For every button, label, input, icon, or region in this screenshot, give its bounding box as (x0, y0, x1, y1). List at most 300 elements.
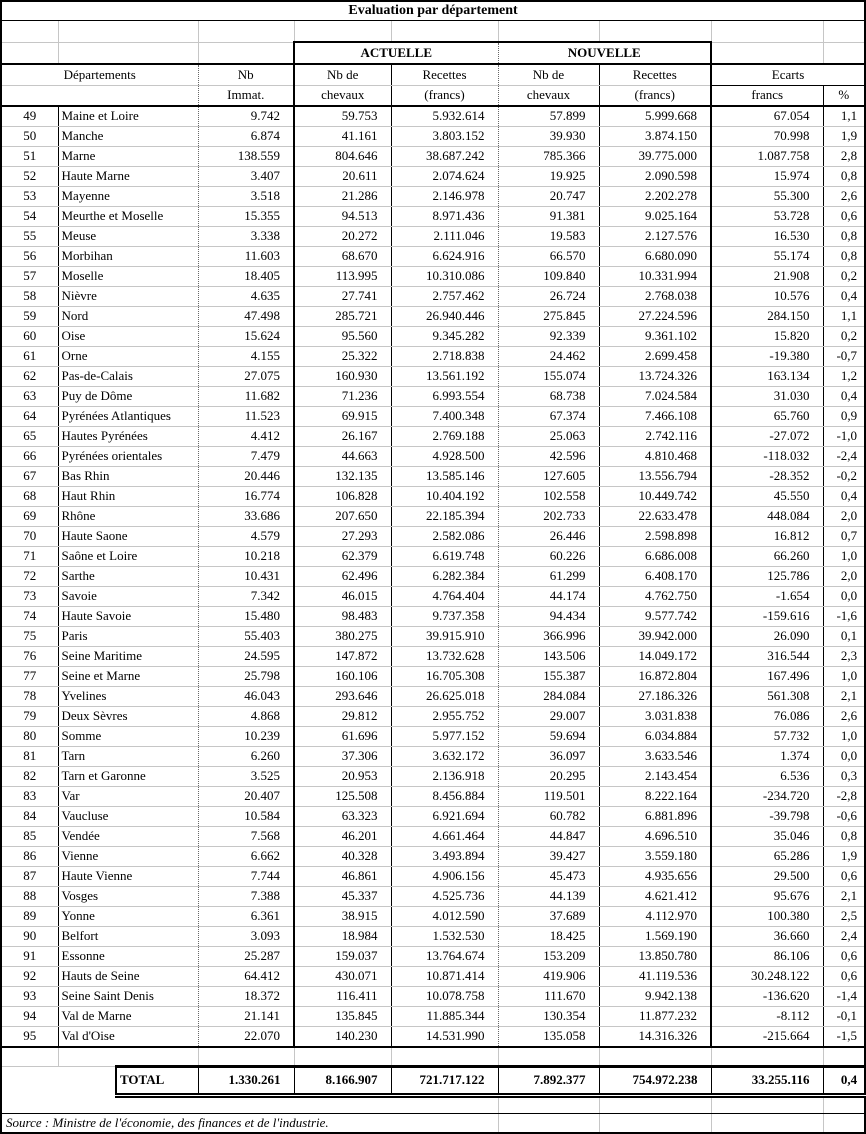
ecart-percent-cell: 1,9 (823, 127, 865, 147)
dept-name-cell: Val d'Oise (58, 1027, 198, 1048)
dept-code-cell: 81 (1, 747, 58, 767)
dept-code-cell: 65 (1, 427, 58, 447)
total-ecart-percent: 0,4 (823, 1067, 865, 1096)
actuelle-recettes-cell: 1.532.530 (391, 927, 498, 947)
nouvelle-chevaux-cell: 68.738 (498, 387, 599, 407)
dept-code-cell: 62 (1, 367, 58, 387)
immat-cell: 20.407 (198, 787, 294, 807)
nouvelle-recettes-cell: 39.942.000 (599, 627, 711, 647)
table-row (1, 767, 865, 787)
nouvelle-recettes-cell: 3.633.546 (599, 747, 711, 767)
dept-name-cell: Hautes Pyrénées (58, 427, 198, 447)
dept-name-cell: Essonne (58, 947, 198, 967)
dept-name-cell: Meuse (58, 227, 198, 247)
actuelle-chevaux-cell: 44.663 (294, 447, 391, 467)
nouvelle-chevaux-cell: 155.074 (498, 367, 599, 387)
nouvelle-recettes-cell: 2.598.898 (599, 527, 711, 547)
actuelle-recettes-cell: 14.531.990 (391, 1027, 498, 1048)
actuelle-recettes-cell: 4.906.156 (391, 867, 498, 887)
nouvelle-recettes-cell: 13.724.326 (599, 367, 711, 387)
actuelle-recettes-cell: 2.582.086 (391, 527, 498, 547)
actuelle-recettes-cell: 13.585.146 (391, 467, 498, 487)
ecarts-header: Ecarts (711, 64, 865, 86)
table-row (1, 627, 865, 647)
nouvelle-chevaux-cell: 57.899 (498, 106, 599, 127)
table-row (1, 1007, 865, 1027)
spacer-cell (198, 21, 294, 43)
ecart-francs-cell: 65.760 (711, 407, 823, 427)
dept-name-cell: Vendée (58, 827, 198, 847)
page-title: Evaluation par département (1, 1, 865, 21)
table-row (1, 167, 865, 187)
dept-code-cell: 92 (1, 967, 58, 987)
nouvelle-chevaux-cell: 155.387 (498, 667, 599, 687)
table-row (1, 487, 865, 507)
dept-code-cell: 84 (1, 807, 58, 827)
dept-code-cell: 51 (1, 147, 58, 167)
actuelle-recettes-cell: 4.928.500 (391, 447, 498, 467)
ecart-percent-cell: 0,4 (823, 387, 865, 407)
immat-cell: 10.218 (198, 547, 294, 567)
nouvelle-chevaux-cell: 20.747 (498, 187, 599, 207)
nouvelle-chevaux-cell: 44.174 (498, 587, 599, 607)
immat-header: Immat. (198, 86, 294, 107)
dept-name-cell: Meurthe et Moselle (58, 207, 198, 227)
immat-cell: 6.260 (198, 747, 294, 767)
actuelle-recettes-cell: 3.632.172 (391, 747, 498, 767)
spacer-cell (823, 1114, 865, 1134)
dept-code-cell: 69 (1, 507, 58, 527)
dept-code-cell: 56 (1, 247, 58, 267)
ecart-percent-cell: -1,5 (823, 1027, 865, 1048)
dept-name-cell: Vaucluse (58, 807, 198, 827)
table-row (1, 787, 865, 807)
table-row (1, 387, 865, 407)
ecart-percent-cell: -0,6 (823, 807, 865, 827)
nouvelle-chevaux-cell: 102.558 (498, 487, 599, 507)
immat-cell: 25.798 (198, 667, 294, 687)
nouvelle-chevaux-cell: 111.670 (498, 987, 599, 1007)
ecart-francs-cell: 30.248.122 (711, 967, 823, 987)
dept-name-cell: Somme (58, 727, 198, 747)
spacer-cell (599, 1047, 711, 1067)
nouvelle-recettes-cell: 10.331.994 (599, 267, 711, 287)
nouvelle-chevaux-cell: 275.845 (498, 307, 599, 327)
nouvelle-chevaux-cell: 37.689 (498, 907, 599, 927)
dept-name-cell: Hauts de Seine (58, 967, 198, 987)
nouvelle-chevaux-cell: 24.462 (498, 347, 599, 367)
actuelle-chevaux-cell: 25.322 (294, 347, 391, 367)
ecart-francs-cell: -118.032 (711, 447, 823, 467)
immat-cell: 11.603 (198, 247, 294, 267)
table-row (1, 247, 865, 267)
dept-code-cell: 63 (1, 387, 58, 407)
actuelle-chevaux-cell: 69.915 (294, 407, 391, 427)
table-row (1, 907, 865, 927)
dept-code-cell: 83 (1, 787, 58, 807)
immat-cell: 46.043 (198, 687, 294, 707)
spacer-cell (498, 1047, 599, 1067)
actuelle-chevaux-cell: 94.513 (294, 207, 391, 227)
dept-name-cell: Orne (58, 347, 198, 367)
ecart-percent-cell: 0,9 (823, 407, 865, 427)
immat-cell: 3.338 (198, 227, 294, 247)
actuelle-recettes-cell: 39.915.910 (391, 627, 498, 647)
actuelle-chevaux-cell: 38.915 (294, 907, 391, 927)
ecart-percent-cell: 0,6 (823, 867, 865, 887)
table-row (1, 1027, 865, 1048)
actuelle-recettes-cell: 8.971.436 (391, 207, 498, 227)
actuelle-recettes-cell: 26.940.446 (391, 307, 498, 327)
dept-code-cell: 54 (1, 207, 58, 227)
actuelle-recettes-cell: 6.624.916 (391, 247, 498, 267)
dept-code-cell: 57 (1, 267, 58, 287)
table-row (1, 947, 865, 967)
actuelle-chevaux-cell: 160.106 (294, 667, 391, 687)
table-row (1, 847, 865, 867)
immat-cell: 21.141 (198, 1007, 294, 1027)
immat-cell: 25.287 (198, 947, 294, 967)
actuelle-chevaux-cell: 61.696 (294, 727, 391, 747)
actuelle-recettes-cell: 6.993.554 (391, 387, 498, 407)
ecart-francs-cell: -234.720 (711, 787, 823, 807)
ecart-francs-cell: 57.732 (711, 727, 823, 747)
ecart-percent-cell: -1,6 (823, 607, 865, 627)
immat-cell: 18.372 (198, 987, 294, 1007)
actuelle-recettes-cell: 2.074.624 (391, 167, 498, 187)
immat-cell: 7.342 (198, 587, 294, 607)
ecarts-percent-subheader: % (823, 86, 865, 107)
nouvelle-chevaux-cell: 143.506 (498, 647, 599, 667)
immat-cell: 3.525 (198, 767, 294, 787)
dept-name-cell: Maine et Loire (58, 106, 198, 127)
nouvelle-chevaux-cell: 284.084 (498, 687, 599, 707)
nouvelle-chevaux-cell: 130.354 (498, 1007, 599, 1027)
immat-cell: 10.584 (198, 807, 294, 827)
ecart-percent-cell: 0,0 (823, 587, 865, 607)
immat-cell: 64.412 (198, 967, 294, 987)
nouvelle-chevaux-subheader: chevaux (498, 86, 599, 107)
dept-code-cell: 53 (1, 187, 58, 207)
table-row (1, 267, 865, 287)
dept-code-cell: 58 (1, 287, 58, 307)
dept-name-cell: Pyrénées orientales (58, 447, 198, 467)
dept-code-cell: 93 (1, 987, 58, 1007)
actuelle-recettes-cell: 2.146.978 (391, 187, 498, 207)
spacer-cell (58, 21, 116, 43)
dept-name-cell: Rhône (58, 507, 198, 527)
actuelle-chevaux-cell: 37.306 (294, 747, 391, 767)
nouvelle-recettes-cell: 9.025.164 (599, 207, 711, 227)
actuelle-chevaux-subheader: chevaux (294, 86, 391, 107)
nouvelle-chevaux-cell: 202.733 (498, 507, 599, 527)
ecart-percent-cell: -0,2 (823, 467, 865, 487)
table-row (1, 367, 865, 387)
total-nouvelle-recettes: 754.972.238 (599, 1067, 711, 1096)
spacer-cell (58, 42, 116, 64)
actuelle-chevaux-cell: 160.930 (294, 367, 391, 387)
dept-name-cell: Deux Sèvres (58, 707, 198, 727)
dept-code-cell: 88 (1, 887, 58, 907)
immat-cell: 15.355 (198, 207, 294, 227)
table-row (1, 307, 865, 327)
actuelle-recettes-cell: 2.111.046 (391, 227, 498, 247)
dept-code-cell: 70 (1, 527, 58, 547)
actuelle-recettes-header: Recettes (391, 64, 498, 86)
nouvelle-chevaux-cell: 44.139 (498, 887, 599, 907)
immat-cell: 24.595 (198, 647, 294, 667)
total-ecart-francs: 33.255.116 (711, 1067, 823, 1096)
table-row (1, 607, 865, 627)
ecart-francs-cell: -136.620 (711, 987, 823, 1007)
table-row (1, 527, 865, 547)
spacer-cell (391, 1047, 498, 1067)
ecart-francs-cell: 36.660 (711, 927, 823, 947)
table-row (1, 127, 865, 147)
dept-code-cell: 78 (1, 687, 58, 707)
table-row (1, 227, 865, 247)
actuelle-recettes-cell: 2.136.918 (391, 767, 498, 787)
actuelle-recettes-cell: 3.803.152 (391, 127, 498, 147)
dept-name-cell: Haut Rhin (58, 487, 198, 507)
dept-name-cell: Savoie (58, 587, 198, 607)
table-row (1, 467, 865, 487)
immat-cell: 11.682 (198, 387, 294, 407)
ecart-percent-cell: 2,6 (823, 187, 865, 207)
spacer-cell (711, 1096, 823, 1114)
ecart-francs-cell: 31.030 (711, 387, 823, 407)
table-row (1, 967, 865, 987)
table-row (1, 647, 865, 667)
actuelle-chevaux-cell: 159.037 (294, 947, 391, 967)
nouvelle-recettes-cell: 14.049.172 (599, 647, 711, 667)
nouvelle-recettes-cell: 39.775.000 (599, 147, 711, 167)
ecart-percent-cell: 1,9 (823, 847, 865, 867)
immat-cell: 4.412 (198, 427, 294, 447)
actuelle-chevaux-cell: 106.828 (294, 487, 391, 507)
dept-code-cell: 71 (1, 547, 58, 567)
ecart-francs-cell: 55.300 (711, 187, 823, 207)
ecart-francs-cell: 16.812 (711, 527, 823, 547)
spacer-cell (823, 1047, 865, 1067)
table-row (1, 827, 865, 847)
actuelle-chevaux-cell: 20.272 (294, 227, 391, 247)
dept-code-cell: 50 (1, 127, 58, 147)
ecart-francs-cell: 15.820 (711, 327, 823, 347)
nouvelle-recettes-cell: 2.742.116 (599, 427, 711, 447)
actuelle-chevaux-cell: 59.753 (294, 106, 391, 127)
ecart-percent-cell: 0,6 (823, 207, 865, 227)
ecart-percent-cell: 0,8 (823, 227, 865, 247)
nouvelle-chevaux-cell: 19.925 (498, 167, 599, 187)
nouvelle-recettes-cell: 1.569.190 (599, 927, 711, 947)
ecart-francs-cell: 10.576 (711, 287, 823, 307)
immat-cell: 138.559 (198, 147, 294, 167)
nouvelle-chevaux-cell: 109.840 (498, 267, 599, 287)
dept-name-cell: Nord (58, 307, 198, 327)
dept-code-cell: 80 (1, 727, 58, 747)
ecart-percent-cell: 1,0 (823, 667, 865, 687)
nouvelle-recettes-cell: 10.449.742 (599, 487, 711, 507)
ecart-francs-cell: 15.974 (711, 167, 823, 187)
ecart-percent-cell: 0,6 (823, 947, 865, 967)
nouvelle-chevaux-cell: 61.299 (498, 567, 599, 587)
ecart-percent-cell: 2,6 (823, 707, 865, 727)
table-row (1, 207, 865, 227)
dept-code-cell: 73 (1, 587, 58, 607)
actuelle-chevaux-cell: 46.201 (294, 827, 391, 847)
actuelle-recettes-cell: 10.871.414 (391, 967, 498, 987)
table-header (1, 1, 865, 106)
actuelle-recettes-cell: 2.955.752 (391, 707, 498, 727)
dept-name-cell: Vosges (58, 887, 198, 907)
dept-code-cell: 66 (1, 447, 58, 467)
spacer-cell (599, 21, 711, 43)
nouvelle-recettes-cell: 6.408.170 (599, 567, 711, 587)
nouvelle-chevaux-cell: 67.374 (498, 407, 599, 427)
actuelle-recettes-cell: 10.404.192 (391, 487, 498, 507)
ecart-percent-cell: 0,7 (823, 527, 865, 547)
immat-cell: 18.405 (198, 267, 294, 287)
spacer-cell (1, 86, 198, 107)
dept-code-cell: 72 (1, 567, 58, 587)
actuelle-chevaux-cell: 20.611 (294, 167, 391, 187)
nouvelle-recettes-cell: 2.127.576 (599, 227, 711, 247)
dept-code-cell: 49 (1, 106, 58, 127)
nouvelle-recettes-cell: 2.202.278 (599, 187, 711, 207)
spacer-cell (711, 42, 823, 64)
actuelle-recettes-cell: 4.012.590 (391, 907, 498, 927)
table-row (1, 667, 865, 687)
nouvelle-recettes-cell: 3.031.838 (599, 707, 711, 727)
ecart-percent-cell: 2,3 (823, 647, 865, 667)
ecart-percent-cell: 1,0 (823, 727, 865, 747)
ecart-francs-cell: 448.084 (711, 507, 823, 527)
spacer-cell (711, 21, 823, 43)
actuelle-chevaux-cell: 135.845 (294, 1007, 391, 1027)
spacer-row (1, 1096, 865, 1114)
actuelle-recettes-cell: 9.737.358 (391, 607, 498, 627)
actuelle-chevaux-cell: 125.508 (294, 787, 391, 807)
dept-name-cell: Haute Vienne (58, 867, 198, 887)
actuelle-chevaux-cell: 113.995 (294, 267, 391, 287)
table-row (1, 447, 865, 467)
ecart-percent-cell: 1,1 (823, 307, 865, 327)
immat-cell: 4.579 (198, 527, 294, 547)
immat-cell: 4.155 (198, 347, 294, 367)
actuelle-recettes-cell: 16.705.308 (391, 667, 498, 687)
table-row (1, 347, 865, 367)
dept-code-cell: 89 (1, 907, 58, 927)
total-nouvelle-chevaux: 7.892.377 (498, 1067, 599, 1096)
actuelle-chevaux-cell: 18.984 (294, 927, 391, 947)
ecart-francs-cell: 67.054 (711, 106, 823, 127)
actuelle-recettes-cell: 8.456.884 (391, 787, 498, 807)
spacer-row (1, 1047, 865, 1067)
actuelle-recettes-cell: 2.757.462 (391, 287, 498, 307)
actuelle-recettes-cell: 5.977.152 (391, 727, 498, 747)
nouvelle-chevaux-cell: 135.058 (498, 1027, 599, 1048)
dept-code-cell: 79 (1, 707, 58, 727)
nouvelle-recettes-cell: 9.577.742 (599, 607, 711, 627)
nouvelle-recettes-cell: 4.112.970 (599, 907, 711, 927)
ecart-francs-cell: 35.046 (711, 827, 823, 847)
actuelle-chevaux-cell: 293.646 (294, 687, 391, 707)
actuelle-recettes-cell: 6.619.748 (391, 547, 498, 567)
ecart-percent-cell: 0,0 (823, 747, 865, 767)
ecart-francs-cell: 29.500 (711, 867, 823, 887)
ecart-francs-cell: 65.286 (711, 847, 823, 867)
actuelle-chevaux-cell: 62.496 (294, 567, 391, 587)
nouvelle-recettes-cell: 27.186.326 (599, 687, 711, 707)
departements-header: Départements (1, 64, 198, 86)
spacer-cell (823, 21, 865, 43)
spacer-cell (823, 1096, 865, 1114)
table-row (1, 507, 865, 527)
dept-name-cell: Yonne (58, 907, 198, 927)
ecart-francs-cell: -27.072 (711, 427, 823, 447)
actuelle-chevaux-cell: 380.275 (294, 627, 391, 647)
dept-code-cell: 61 (1, 347, 58, 367)
immat-cell: 4.635 (198, 287, 294, 307)
spacer-cell (1, 1096, 498, 1114)
ecart-percent-cell: 2,5 (823, 907, 865, 927)
nouvelle-recettes-cell: 6.881.896 (599, 807, 711, 827)
spacer-cell (391, 21, 498, 43)
dept-code-cell: 90 (1, 927, 58, 947)
nouvelle-recettes-cell: 4.696.510 (599, 827, 711, 847)
ecart-percent-cell: 2,1 (823, 687, 865, 707)
dept-name-cell: Belfort (58, 927, 198, 947)
actuelle-recettes-cell: 9.345.282 (391, 327, 498, 347)
ecart-percent-cell: 2,0 (823, 507, 865, 527)
dept-name-cell: Pyrénées Atlantiques (58, 407, 198, 427)
table-row (1, 567, 865, 587)
ecart-percent-cell: 2,0 (823, 567, 865, 587)
nouvelle-chevaux-cell: 94.434 (498, 607, 599, 627)
nouvelle-recettes-cell: 2.143.454 (599, 767, 711, 787)
immat-cell: 9.742 (198, 106, 294, 127)
table-row (1, 147, 865, 167)
actuelle-recettes-cell: 3.493.894 (391, 847, 498, 867)
title-row (1, 1, 865, 21)
ecart-percent-cell: 1,1 (823, 106, 865, 127)
ecart-percent-cell: -1,0 (823, 427, 865, 447)
source-row (1, 1114, 865, 1134)
ecart-francs-cell: -1.654 (711, 587, 823, 607)
dept-name-cell: Tarn et Garonne (58, 767, 198, 787)
spacer-cell (711, 1047, 823, 1067)
dept-name-cell: Puy de Dôme (58, 387, 198, 407)
dept-name-cell: Bas Rhin (58, 467, 198, 487)
nouvelle-chevaux-cell: 18.425 (498, 927, 599, 947)
table-row (1, 727, 865, 747)
ecart-percent-cell: 1,2 (823, 367, 865, 387)
immat-cell: 15.624 (198, 327, 294, 347)
immat-cell: 3.093 (198, 927, 294, 947)
nouvelle-recettes-cell: 4.935.656 (599, 867, 711, 887)
dept-code-cell: 67 (1, 467, 58, 487)
immat-cell: 7.568 (198, 827, 294, 847)
actuelle-chevaux-cell: 147.872 (294, 647, 391, 667)
source-note: Source : Ministre de l'économie, des finances et de l'industrie. (6, 1114, 329, 1130)
immat-cell: 11.523 (198, 407, 294, 427)
immat-cell: 15.480 (198, 607, 294, 627)
immat-cell: 33.686 (198, 507, 294, 527)
nouvelle-recettes-header: Recettes (599, 64, 711, 86)
ecart-percent-cell: -0,1 (823, 1007, 865, 1027)
actuelle-recettes-cell: 11.885.344 (391, 1007, 498, 1027)
